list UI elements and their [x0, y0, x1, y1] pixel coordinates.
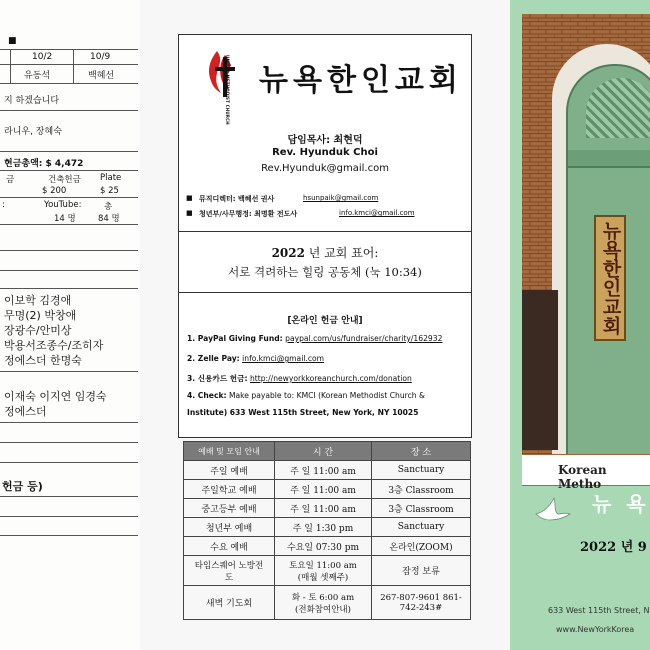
offering-item-card: [187, 373, 412, 384]
cell: 수요 예배: [184, 537, 275, 556]
cell: 주 일 11:00 am: [275, 499, 372, 518]
col-value: $ 200: [42, 186, 67, 196]
pastor-english: Rev. Hyunduk Choi: [272, 147, 378, 158]
pastor-email: Rev.Hyunduk@gmail.com: [261, 163, 389, 174]
text: 라니우, 장혜숙: [4, 127, 62, 137]
offering-label: 3. 신용카드 헌금:: [187, 374, 248, 383]
cell: 중고등부 예배: [184, 499, 275, 518]
name-line: 이재숙 이지연 임경숙: [4, 390, 107, 403]
dove-icon: [532, 496, 572, 526]
offering-item-paypal: [187, 334, 442, 343]
cell: Sanctuary: [372, 518, 471, 537]
pastor-label: 담임목사: 최현덕: [287, 135, 363, 146]
cell: 수요일 07:30 pm: [275, 537, 372, 556]
table-header: [184, 442, 471, 461]
cover-address: 633 West 115th Street, N: [548, 606, 650, 615]
table-row: [184, 586, 471, 620]
offering-label: Institute): [187, 408, 228, 417]
column-header: 예배 및 모임 안내: [184, 442, 275, 461]
offering-link[interactable]: info.kmci@gmail.com: [242, 354, 325, 363]
text: 헌금 등): [2, 480, 43, 493]
offering-item-zelle: [187, 354, 324, 363]
offering-label: 1. PayPal Giving Fund:: [187, 334, 283, 343]
name-line: 정에스더: [4, 405, 47, 418]
offering-link[interactable]: paypal.com/us/fundraiser/charity/162932: [285, 334, 443, 343]
church-name: 뉴욕한인교회: [259, 63, 463, 98]
name-line: 이보학 김경애: [4, 294, 72, 307]
cell: 3층 Classroom: [372, 480, 471, 499]
motto-label: 년 교회 표어:: [308, 246, 379, 260]
cell: 주 일 1:30 pm: [275, 518, 372, 537]
logo-text: UNITED METHODIST CHURCH: [225, 55, 230, 125]
att-value: 84 명: [98, 214, 120, 224]
offering-label: 2. Zelle Pay:: [187, 354, 240, 363]
building-side: [522, 290, 558, 450]
cover-url: www.NewYorkKorea: [556, 625, 635, 634]
cell: 주일학교 예배: [184, 480, 275, 499]
music-email: hsunpaik@gmail.com: [303, 194, 379, 202]
online-offering-box: [178, 292, 472, 438]
att-label: 총: [104, 202, 113, 212]
offering-link[interactable]: http://newyorkkoreanchurch.com/donation: [249, 374, 412, 383]
church-sign: [594, 215, 626, 341]
cell: 주 일 11:00 am: [275, 461, 372, 480]
name-line: 박용서조종수/조히자: [4, 339, 104, 352]
cell: 타임스퀘어 노방전도: [184, 556, 275, 586]
cell: 3층 Classroom: [372, 499, 471, 518]
name-line: 정에스더 한명숙: [4, 354, 82, 367]
cell: 267-807-9601 861-742-243#: [372, 586, 471, 620]
motto-text: 서로 격려하는 힐링 공동체 (눅 10:34): [228, 265, 422, 279]
cell: 온라인(ZOOM): [372, 537, 471, 556]
sign-text: 뉴욕한인교회: [599, 221, 622, 335]
att-label: :: [2, 200, 5, 210]
schedule-table: [183, 441, 471, 620]
cell: 주일 예배: [184, 461, 275, 480]
att-label: YouTube:: [44, 200, 82, 210]
header-cell: 10/9: [90, 52, 111, 62]
title-banner: [522, 454, 650, 491]
column-header: 시 간: [275, 442, 372, 461]
table-row: [184, 461, 471, 480]
col-value: $ 25: [100, 186, 119, 196]
col-label: Plate: [100, 173, 122, 183]
header-cell: 10/2: [32, 52, 53, 62]
column-header: 장 소: [372, 442, 471, 461]
name-line: 장광수/안미상: [4, 324, 72, 337]
offering-title: [온라인 헌금 안내]: [287, 316, 363, 326]
text: 지 하겠습니다: [4, 96, 60, 106]
cell: 토요일 11:00 am (매월 셋째주): [275, 556, 372, 586]
col-label: 금: [6, 175, 15, 185]
door-lintel: [568, 150, 650, 168]
offering-item-check: [187, 391, 425, 400]
table-row: [184, 480, 471, 499]
cell: Sanctuary: [372, 461, 471, 480]
cell: 주 일 11:00 am: [275, 480, 372, 499]
cover-title: 뉴 욕: [592, 492, 650, 516]
cover-date: 2022 년 9: [580, 540, 647, 555]
offering-total: 현금총액: $ 4,472: [4, 159, 84, 169]
banner-text: Korean Metho: [558, 463, 607, 491]
offering-value: 633 West 115th Street, New York, NY 10025: [229, 408, 419, 417]
table-row: [184, 556, 471, 586]
cell: 청년부 예배: [184, 518, 275, 537]
motto-title: [179, 244, 471, 261]
cell: 새벽 기도회: [184, 586, 275, 620]
table-row: [184, 499, 471, 518]
cell: 잠정 보류: [372, 556, 471, 586]
cell: 화 - 토 6:00 am (전화참여안내): [275, 586, 372, 620]
youth-email: info.kmci@gmail.com: [339, 209, 415, 217]
table-row: [184, 537, 471, 556]
offering-item-address: [187, 408, 419, 417]
offering-value: Make payable to: KMCI (Korean Methodist Church &: [228, 391, 425, 400]
col-label: 건축헌금: [48, 175, 81, 185]
motto-year: 2022: [271, 246, 305, 260]
church-info-box: UNITED METHODIST CHURCH 뉴욕한인교회 담임목사: 최현덕 Rev. Hyunduk Choi Rev.Hyunduk@gmail.com ■ 뮤직디렉터: 백혜선 권사 hsunpaik@gmail.com ■ 청년부/사무행정: 최명환 전도사 info.kmci@gmail.com: [178, 34, 472, 232]
offering-label: 4. Check:: [187, 391, 227, 400]
att-value: 14 명: [54, 214, 76, 224]
youth-staff: 청년부/사무행정: 최명환 전도사: [199, 210, 298, 218]
table-row: [184, 518, 471, 537]
cover-panel: [510, 0, 650, 650]
bullet: ■: [8, 36, 17, 46]
motto-box: [178, 231, 472, 293]
cell: 백혜선: [88, 71, 115, 81]
name-line: 무명(2) 박창애: [4, 309, 77, 322]
music-director: 뮤직디렉터: 백혜선 권사: [199, 195, 275, 203]
left-panel: [0, 0, 140, 650]
transom-window: [586, 78, 650, 138]
cell: 유동석: [24, 71, 51, 81]
